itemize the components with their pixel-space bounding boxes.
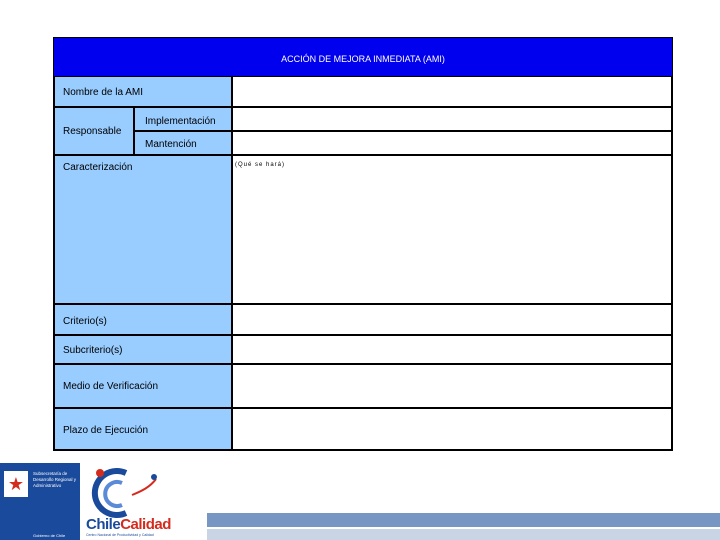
footer-bar-light bbox=[207, 529, 720, 540]
form-title: ACCIÓN DE MEJORA INMEDIATA (AMI) bbox=[54, 38, 672, 76]
chilecalidad-wordmark: ChileCalidad bbox=[86, 516, 171, 533]
input-subcriterio[interactable] bbox=[232, 335, 672, 364]
input-caracterizacion[interactable] bbox=[232, 155, 672, 304]
label-responsable: Responsable bbox=[54, 107, 134, 155]
label-plazo: Plazo de Ejecución bbox=[54, 408, 232, 450]
label-implementacion: Implementación bbox=[134, 107, 232, 131]
input-nombre[interactable] bbox=[232, 76, 672, 107]
star-icon: ★ bbox=[4, 471, 28, 497]
input-mantencion[interactable] bbox=[232, 131, 672, 155]
label-mantencion: Mantención bbox=[134, 131, 232, 155]
ami-form bbox=[53, 37, 673, 451]
input-medio[interactable] bbox=[232, 364, 672, 408]
caracterizacion-hint: (Qué se hará) bbox=[235, 162, 286, 168]
gob-foot: Gobierno de Chile bbox=[33, 533, 66, 538]
gob-text: Subsecretaría de Desarrollo Regional y Administrativo bbox=[33, 471, 77, 488]
gobierno-logo bbox=[0, 463, 80, 540]
footer-bar-dark bbox=[207, 513, 720, 527]
chilecalidad-subtitle: Centro Nacional de Productividad y Calidad bbox=[86, 533, 154, 537]
input-criterio[interactable] bbox=[232, 304, 672, 335]
input-implementacion[interactable] bbox=[232, 107, 672, 131]
label-caracterizacion: Caracterización bbox=[54, 155, 232, 304]
label-medio: Medio de Verificación bbox=[54, 364, 232, 408]
input-plazo[interactable] bbox=[232, 408, 672, 450]
label-nombre: Nombre de la AMI bbox=[54, 76, 232, 107]
label-subcriterio: Subcriterio(s) bbox=[54, 335, 232, 364]
label-criterio: Criterio(s) bbox=[54, 304, 232, 335]
